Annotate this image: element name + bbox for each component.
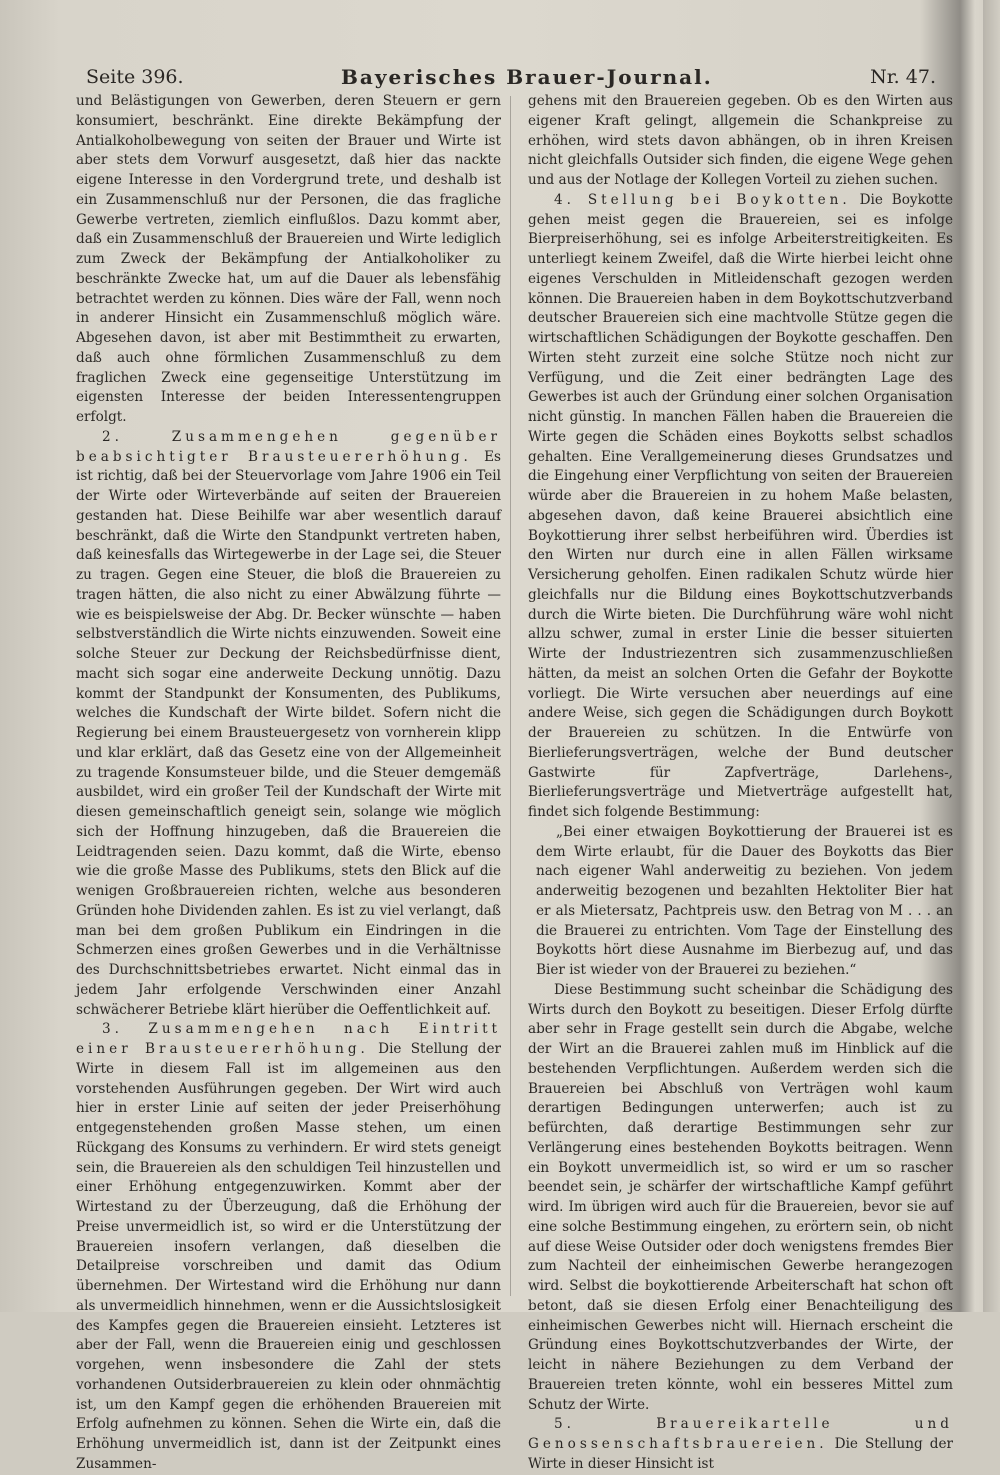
column-divider: [510, 96, 511, 1296]
right-column: [528, 92, 953, 1475]
paragraph: 5. Brauereikartelle und Genossenschaftsbrauereien. Die Stellung der Wirte in dieser Hinsicht ist: [528, 1416, 953, 1472]
section-heading: 5. Brauereikartelle und Genossenschaftsbrauereien.: [528, 1416, 953, 1452]
left-column: [76, 92, 501, 1475]
paragraph: 3. Zusammengehen nach Eintritt einer Brausteuererhöhung. Die Stellung der Wirte in diesem Fall ist im allgemeinen aus den vorstehenden Ausführungen gegeben. Der Wirt wird auch hier in erster Linie auf seiten der jeder Preiserhöhung entgegenstehenden großen Masse stehen, um einen Rückgang des Konsums zu verhindern. Er wird stets geneigt sein, die Brauereien als den schuldigen Teil hinzustellen und einer Erhöhung entgegenzuwirken. Kommt aber der Wirtestand zu der Überzeugung, daß die Erhöhung der Preise unvermeidlich ist, so wird er die Unterstützung der Brauereien insofern verlangen, daß dieselben die Detailpreise vorschreiben und damit das Odium übernehmen. Der Wirtestand wird die Erhöhung nur dann als unvermeidlich hinnehmen, wenn er die Aussichtslosigkeit des Kampfes gegen die Brauereien einsieht. Letzteres ist aber der Fall, wenn die Brauereien einig und geschlossen vorgehen, wenn insbesondere die Zahl der stets vorhandenen Outsiderbrauereien zu klein oder ohnmächtig ist, um den Kampf gegen die erhöhenden Brauereien mit Erfolg aufnehmen zu können. Sehen die Wirte ein, daß die Erhöhung unvermeidlich ist, dann ist der Zeitpunkt eines Zusammen-: [76, 1021, 501, 1472]
issue-number: Nr. 47.: [870, 66, 936, 88]
section-heading: 3. Zusammengehen nach Eintritt einer Brausteuererhöhung.: [76, 1021, 501, 1057]
quoted-clause: „Bei einer etwaigen Boykottierung der Brauerei ist es dem Wirte erlaubt, für die Dauer des Boykotts das Bier nach eigener Wahl anderweitig zu beziehen. Von jedem anderweitig bezogenen und bezahlten Hektoliter Bier hat er als Mietersatz, Pachtpreis usw. den Betrag von M . . . an die Brauerei zu entrichten. Vom Tage der Einstellung des Boykotts hört diese Ausnahme im Bierbezug auf, und das Bier ist wieder von der Brauerei zu beziehen.“: [536, 823, 953, 978]
section-heading: 2. Zusammengehen gegenüber beabsichtigter Brausteuererhöhung.: [76, 428, 501, 465]
next-page-edge: [983, 0, 1000, 1312]
section-heading: 4. Stellung bei Boykotten.: [554, 191, 851, 208]
page-number: Seite 396.: [86, 66, 184, 88]
paragraph: Diese Bestimmung sucht scheinbar die Schädigung des Wirts durch den Boykott zu beseitigen. Dieser Erfolg dürfte aber sehr in Frage gestellt sein durch die Abgabe, welche der Wirt an die Brauerei zahlen muß im Hinblick auf die bestehenden Verpflichtungen. Außerdem werden sich die Brauereien bei Abschluß von Verträgen wohl kaum derartigen Bedingungen unterwerfen; auch ist zu befürchten, daß derartige Bestimmungen sehr zur Verlängerung eines bestehenden Boykotts beitragen. Wenn ein Boykott unvermeidlich ist, so wird er um so rascher beendet sein, je schärfer der wirtschaftliche Kampf geführt wird. Im übrigen wird auch für die Brauereien, bevor sie auf eine solche Bestimmung eingehen, zu erörtern sein, ob nicht auf diese Weise Outsider oder doch wenigstens fremdes Bier zum Nachteil der einheimischen Gewerbe herangezogen wird. Selbst die boykottierende Arbeiterschaft hat schon oft betont, daß sie diesen Erfolg einer Benachteiligung des einheimischen Gewerbes nicht will. Hiernach erscheint die Gründung eines Boykottschutzverbandes der Wirte, der leicht in nähere Beziehungen zu dem Verband der Brauereien treten könnte, wohl ein besseres Mittel zum Schutz der Wirte.: [528, 981, 953, 1413]
journal-page: [58, 52, 958, 1472]
paragraph: 4. Stellung bei Boykotten. Die Boykotte gehen meist gegen die Brauereien, sei es infolge Bierpreiserhöhung, sei es infolge Arbeiterstreitigkeiten. Es unterliegt keinem Zweifel, daß die Wirte hierbei leicht ohne eigenes Verschulden in Mitleidenschaft gezogen werden können. Die Brauereien haben in dem Boykottschutzverband deutscher Brauereien sich eine machtvolle Stütze gegen die wirtschaftlichen Schädigungen der Boykotte geschaffen. Den Wirten steht zurzeit eine solche Stütze noch nicht zur Verfügung, und die Zeit einer bedrängten Lage des Gewerbes ist auch der Gründung einer solchen Organisation nicht günstig. In manchen Fällen haben die Brauereien die Wirte gegen die Schäden eines Boykotts selbst schadlos gehalten. Eine Verallgemeinerung dieses Grundsatzes und die Eingehung einer Verpflichtung von seiten der Brauereien würde aber die Brauereien in zu hohem Maße belasten, abgesehen davon, daß keine Brauerei absichtlich eine Boykottierung ihrer selbst herbeiführen wird. Überdies ist den Wirten nur durch eine in allen Fällen wirksame Versicherung geholfen. Einen radikalen Schutz würde hier gleichfalls nur die Bildung eines Boykottschutzverbands durch die Wirte bieten. Die Durchführung wäre wohl nicht allzu schwer, zumal in erster Linie die besser situierten Wirte der Industriezentren sich zusammenzuschließen hätten, da meist an solchen Orten die Gefahr der Boykotte vorliegt. Die Wirte versuchen aber neuerdings auf eine andere Weise, sich gegen die Schädigungen durch Boykott der Brauereien zu schützen. In die Entwürfe von Bierlieferungsverträgen, welche der Bund deutscher Gastwirte für Zapfverträge, Darlehens-, Bierlieferungsverträge und Mietverträge aufgestellt hat, findet sich folgende Bestimmung:: [528, 191, 953, 820]
paragraph: 2. Zusammengehen gegenüber beabsichtigter Brausteuererhöhung. Es ist richtig, daß bei der Steuervorlage vom Jahre 1906 ein Teil der Wirte oder Wirteverbände auf seiten der Brauereien gestanden hat. Diese Beihilfe war aber wesentlich darauf beschränkt, daß die Wirte den Standpunkt vertreten haben, daß keinesfalls das Wirtegewerbe in der Lage sei, die Steuer zu tragen. Gegen eine Steuer, die bloß die Brauereien zu tragen hätten, die also nicht zu einer Abwälzung führte — wie es beispielsweise der Abg. Dr. Becker wünschte — haben selbstverständlich die Wirte nichts einzuwenden. Soweit eine solche Steuer zur Deckung der Reichsbedürfnisse dient, macht sich sogar eine anderweite Deckung unnötig. Dazu kommt der Standpunkt der Konsumenten, des Publikums, welches die Kundschaft der Wirte bildet. Sofern nicht die Regierung bei einem Brausteuergesetz von vornherein klipp und klar erklärt, daß das Gesetz eine von der Allgemeinheit zu tragende Konsumsteuer bilde, und die Steuer demgemäß ausbildet, wird ein großer Teil der Kundschaft der Wirte mit diesen gemeinschaftlich geneigt sein, solange wie möglich sich der Hoffnung hinzugeben, daß die Brauereien die Leidtragenden seien. Dazu kommt, daß die Wirte, ebenso wie die große Masse des Publikums, stets den Blick auf die wenigen Großbrauereien richten, welche aus besonderen Gründen hohe Dividenden zahlen. Es ist zu viel verlangt, daß man bei dem großen Publikum ein Eindringen in die Schmerzen eines großen Gewerbes und in die Verhältnisse des Durchschnittsbetriebes erwartet. Nicht einmal das in jedem Jahr erfolgende Verschwinden einer Anzahl schwächerer Betriebe klärt hierüber die Oeffentlichkeit auf.: [76, 428, 501, 1018]
paragraph: gehens mit den Brauereien gegeben. Ob es den Wirten aus eigener Kraft gelingt, allgemein die Schankpreise zu erhöhen, wird stets davon abhängen, ob in ihren Kreisen nicht gleichfalls Outsider sich finden, die eigene Wege gehen und aus der Notlage der Kollegen Vorteil zu ziehen suchen.: [528, 93, 953, 188]
paragraph: und Belästigungen von Gewerben, deren Steuern er gern konsumiert, beschränkt. Eine direkte Bekämpfung der Antialkoholbewegung von seiten der Brauer und Wirte ist aber stets dem Vorwurf ausgesetzt, daß hier das nackte eigene Interesse in den Vordergrund trete, und deshalb ist ein Zusammenschluß nur der Personen, die das fragliche Gewerbe vertreten, ziemlich einflußlos. Dazu kommt aber, daß ein Zusammenschluß der Brauereien und Wirte lediglich zum Zweck der Bekämpfung der Antialkoholiker zu beschränkte Zwecke hat, um auf die Dauer als lebensfähig betrachtet werden zu können. Dies wäre der Fall, wenn noch in anderer Hinsicht ein Zusammenschluß möglich wäre. Abgesehen davon, ist aber mit Bestimmtheit zu erwarten, daß auch ohne förmlichen Zusammenschluß zu dem fraglichen Zweck eine gegenseitige Unterstützung im eigensten Interesse der beiden Interessentengruppen erfolgt.: [76, 93, 501, 425]
journal-title: Bayerisches Brauer-Journal.: [340, 65, 713, 89]
running-header: [86, 60, 936, 94]
